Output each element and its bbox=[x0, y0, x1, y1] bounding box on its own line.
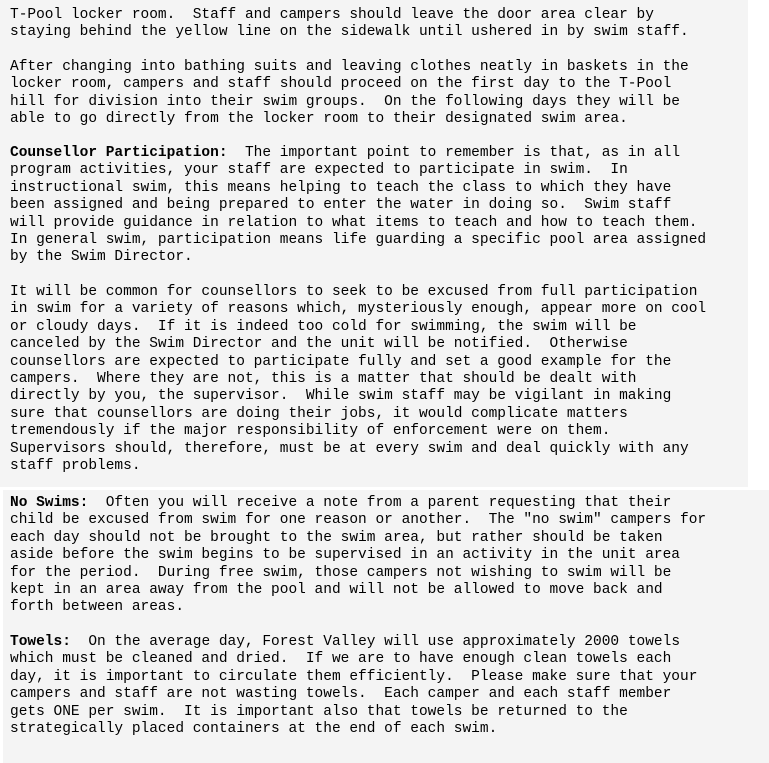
paragraph-locker-room-entry: T-Pool locker room. Staff and campers should leave the door area clear by staying behind the yellow line on the sidewalk until ushered in by swim staff. bbox=[10, 7, 689, 41]
paragraph-no-swims bbox=[10, 495, 750, 617]
heading-no-swims: No Swims: bbox=[10, 495, 89, 511]
paragraph-excused-participation: It will be common for counsellors to seek to be excused from full participation in swim for a variety of reasons which, mysteriously enough, appear more on cool or cloudy days. If it is indeed too cold for swimming, the swim will be canceled by the Swim Director and the unit will be notified. Otherwise counsellors are expected to participate fully and set a good example for the campers. Where they are not, this is a matter that should be dealt with directly by you, the supervisor. While swim staff may be vigilant in making sure that counsellors are doing their jobs, it would complicate matters tremendously if the major responsibility of enforcement were on them. Supervisors should, therefore, must be at every swim and deal quickly with any staff problems. bbox=[10, 284, 707, 475]
heading-towels: Towels: bbox=[10, 634, 71, 650]
body-counsellor-participation: The important point to remember is that, as in all program activities, your staff are expected to participate in swim. In instructional swim, this means helping to teach the class to which they have been assigned and being prepared to enter the water in doing so. Swim staff will provide guidance in relation to what items to teach and how to teach them. In general swim, participation means life guarding a specific pool area assigned by the Swim Director. bbox=[10, 145, 707, 266]
body-towels: On the average day, Forest Valley will use approximately 2000 towels which must be cleaned and dried. If we are to have enough clean towels each day, it is important to circulate them efficiently. Please make sure that your campers and staff are not wasting towels. Each camper and each staff member gets ONE per swim. It is important also that towels be returned to the strategically placed containers at the end of each swim. bbox=[10, 634, 698, 738]
body-no-swims: Often you will receive a note from a parent requesting that their child be excused from swim for one reason or another. The "no swim" campers for each day should not be brought to the swim area, but rather should be taken aside before the swim begins to be supervised in an activity in the unit area for the period. During free swim, those campers not wishing to swim will be kept in an area away from the pool and will not be allowed to move back and forth between areas. bbox=[10, 495, 707, 616]
heading-counsellor-participation: Counsellor Participation: bbox=[10, 145, 228, 161]
paragraph-towels bbox=[10, 634, 750, 738]
paragraph-changing: After changing into bathing suits and leaving clothes neatly in baskets in the locker room, campers and staff should proceed on the first day to the T-Pool hill for division into their swim groups. On the following days they will be able to go directly from the locker room to their designated swim area. bbox=[10, 59, 689, 128]
paragraph-counsellor-participation bbox=[10, 145, 750, 267]
